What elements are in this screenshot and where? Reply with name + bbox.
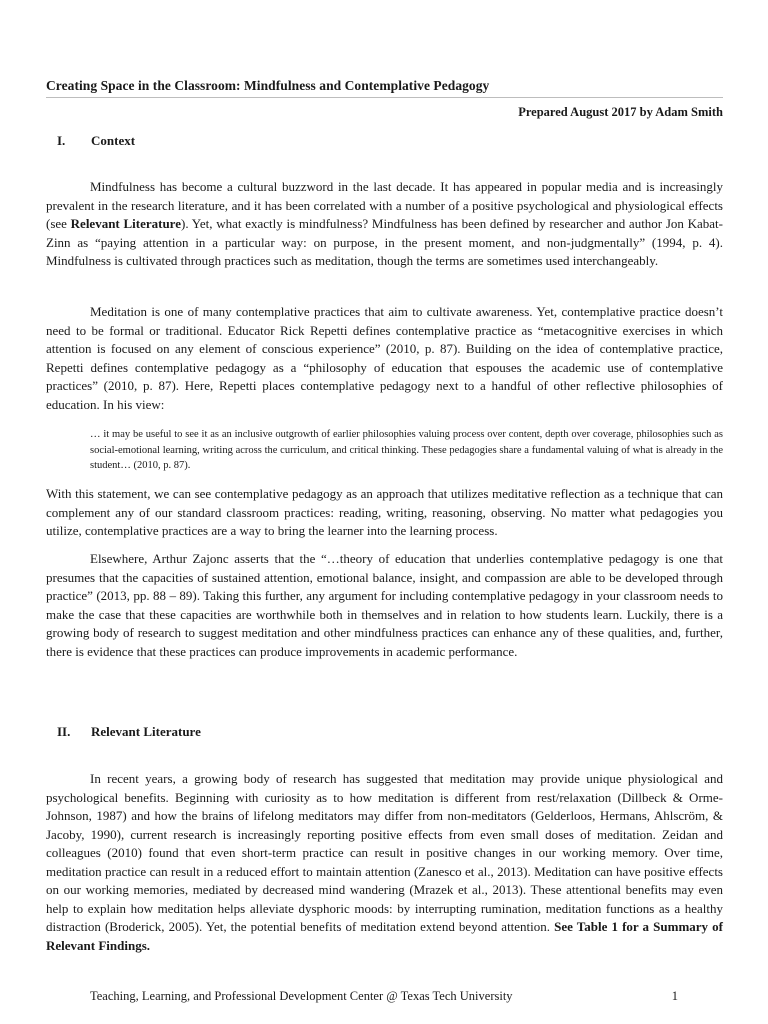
paragraph-text: In recent years, a growing body of research has suggested that meditation may provide unique physiological and psychological benefits. Beginning with curiosity as to how meditation is different from rest/relaxation (Dillbeck & Orme-Johnson, 1987) and how the brains of lifelong meditators may differ from non-meditators (Gelderloos, Hermans, Ahlscröm, & Jacoby, 1990), current research is increasingly reporting positive effects from even small doses of meditation. Zeidan and colleagues (2010) found that even short-term practice can result in positive changes in our working memory. Over time, meditation practice can result in a reduced effort to maintain attention (Zanesco et al., 2013). Meditation can have positive effects on our working memories, mediated by decreased mind wandering (Mrazek et al., 2013). These attentional benefits may even help to explain how meditation helps alleviate dysphoric moods: by interrupting rumination, meditation functions as a healthy distraction (Broderick, 2005). Yet, the potential benefits of meditation extend beyond attention. — [46, 771, 723, 934]
section-number: I. — [57, 133, 66, 148]
section-heading-context — [57, 133, 135, 149]
table-reference: See Table 1 for a Summary of Relevant Findings. — [46, 919, 723, 953]
paragraph-research — [46, 770, 723, 955]
section-heading-relevant-literature — [57, 724, 201, 740]
title-divider — [46, 97, 723, 98]
prepared-by-line: Prepared August 2017 by Adam Smith — [518, 105, 723, 119]
footer-text: Teaching, Learning, and Professional Development Center @ Texas Tech University — [90, 989, 513, 1003]
document-title: Creating Space in the Classroom: Mindfulness and Contemplative Pedagogy — [46, 78, 490, 93]
section-title: Context — [91, 133, 136, 148]
block-quote: … it may be useful to see it as an inclusive outgrowth of earlier philosophies valuing process over content, depth over coverage, philosophies such as social-emotional learning, writing across the curriculum, and critical thinking. These pedagogies share a fundamental valuing of what is already in the student… (2010, p. 87). — [90, 429, 723, 471]
paragraph-meditation: Meditation is one of many contemplative practices that aim to cultivate awareness. Yet, contemplative practice doesn’t need to be formal or traditional. Educator Rick Repetti defines contemplative practice as “metacognitive exercises in which attention is focused on any element of conscious experience” (2010, p. 87). Building on the idea of contemplative practice, Repetti defines contemplative pedagogy as a “philosophy of education that espouses the academic use of contemplative practices” (2010, p. 87). Here, Repetti places contemplative pedagogy next to a handful of other reflective philosophies of education. In his view: — [46, 304, 723, 412]
paragraph-text: Mindfulness has become a cultural buzzword in the last decade. It has appeared in popular media and is increasingly prevalent in the research literature, and it has been correlated with a number of a positive psychological and physiological effects (see — [46, 179, 723, 231]
section-number: II. — [57, 724, 71, 739]
relevant-literature-reference: Relevant Literature — [70, 216, 181, 231]
page-number: 1 — [671, 989, 678, 1003]
paragraph-text: ). Yet, what exactly is mindfulness? Mindfulness has been defined by researcher and author Jon Kabat-Zinn as “paying attention in a particular way: on purpose, in the present moment, and non-judgmentally” (1994, p. 4). Mindfulness is cultivated through practices such as meditation, though the terms are sometimes used interchangeably. — [46, 216, 723, 268]
paragraph-zajonc: Elsewhere, Arthur Zajonc asserts that the “…theory of education that underlies contemplative pedagogy is one that presumes that the capacities of sustained attention, emotional balance, insight, and compassion are able to be developed through practice” (2013, pp. 88 – 89). Taking this further, any argument for including contemplative pedagogy in your classroom needs to make the case that these capacities are worthwhile both in themselves and in relation to how students learn. Luckily, there is a growing body of research to suggest meditation and other mindfulness practices can enhance any of these qualities, and, further, there is evidence that these practices can produce improvements in academic performance. — [46, 551, 723, 659]
paragraph-mindfulness — [46, 178, 723, 271]
section-title: Relevant Literature — [91, 724, 201, 739]
paragraph-statement: With this statement, we can see contemplative pedagogy as an approach that utilizes meditative reflection as a technique that can complement any of our standard classroom practices: reading, writing, reasoning, observing. No matter what pedagogies you utilize, contemplative practices are a way to bring the learner into the learning process. — [46, 486, 723, 538]
